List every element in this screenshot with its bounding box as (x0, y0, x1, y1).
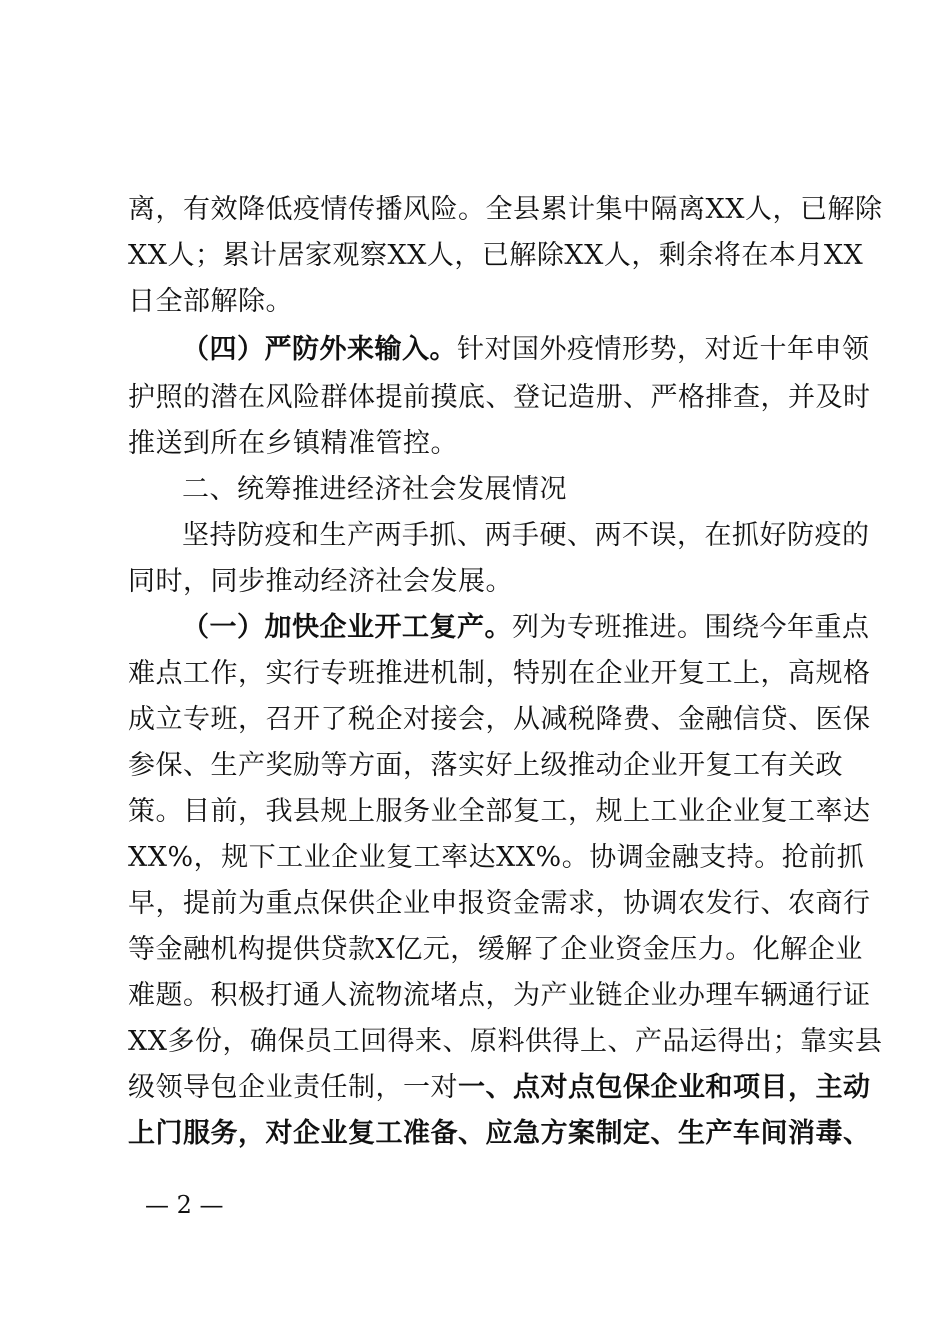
section-heading: 二、统筹推进经济社会发展情况 (182, 474, 567, 505)
paragraph-line: 坚持防疫和生产两手抓、两手硬、两不误，在抓好防疫的 (182, 520, 870, 551)
paragraph-line: 等金融机构提供贷款X亿元，缓解了企业资金压力。化解企业 (128, 934, 863, 965)
paragraph-line: 策。目前，我县规上服务业全部复工，规上工业企业复工率达 (128, 796, 871, 827)
page-number: — 2 — (145, 1191, 224, 1219)
emphasis-text: 一、点对点包保企业和项目，主动 (458, 1072, 871, 1103)
paragraph-line: 离，有效降低疫情传播风险。全县累计集中隔离XX人，已解除 (128, 194, 883, 225)
paragraph-line: XX%，规下工业企业复工率达XX%。协调金融支持。抢前抓 (128, 842, 865, 873)
paragraph-line: XX多份，确保员工回得来、原料供得上、产品运得出；靠实县 (128, 1026, 883, 1057)
paragraph-line: 早，提前为重点保供企业申报资金需求，协调农发行、农商行 (128, 888, 871, 919)
paragraph-text: 列为专班推进。围绕今年重点 (512, 612, 870, 643)
paragraph-line: 日全部解除。 (128, 286, 293, 317)
subheading-four: （四）严防外来输入。 (182, 334, 457, 365)
paragraph-text: 级领导包企业责任制，一对 (128, 1072, 458, 1103)
paragraph-line: XX人；累计居家观察XX人，已解除XX人，剩余将在本月XX (128, 240, 864, 271)
paragraph-line: 难题。积极打通人流物流堵点，为产业链企业办理车辆通行证 (128, 980, 871, 1011)
paragraph-line: 护照的潜在风险群体提前摸底、登记造册、严格排查，并及时 (128, 382, 871, 413)
paragraph-line: 难点工作，实行专班推进机制，特别在企业开复工上，高规格 (128, 658, 871, 689)
paragraph-line: 推送到所在乡镇精准管控。 (128, 428, 458, 459)
paragraph-line: 参保、生产奖励等方面，落实好上级推动企业开复工有关政 (128, 750, 843, 781)
paragraph-line (128, 1065, 871, 1111)
paragraph-line (182, 605, 870, 651)
subheading-one: （一）加快企业开工复产。 (182, 612, 512, 643)
paragraph-line (182, 327, 870, 373)
paragraph-line: 上门服务，对企业复工准备、应急方案制定、生产车间消毒、 (128, 1118, 871, 1149)
paragraph-text: 针对国外疫情形势，对近十年申领 (457, 334, 870, 365)
paragraph-line: 同时，同步推动经济社会发展。 (128, 566, 513, 597)
paragraph-line: 成立专班，召开了税企对接会，从减税降费、金融信贷、医保 (128, 704, 871, 735)
